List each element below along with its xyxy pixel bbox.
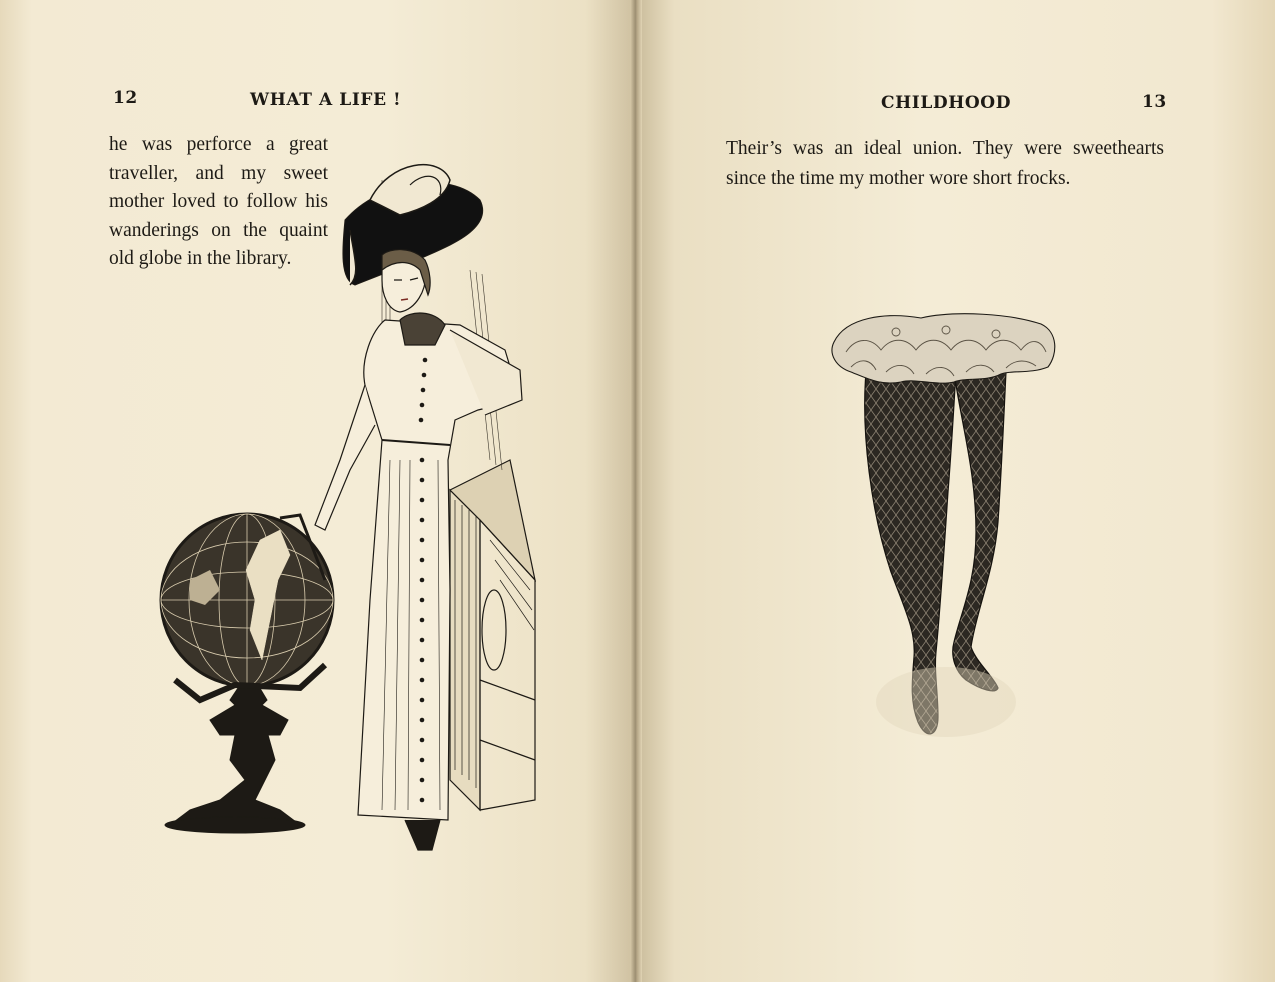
body-text-left: he was perforce a great traveller, and my sweet mother loved to follow his wanderings on the quaint old globe in the library. (109, 134, 328, 270)
woman-with-globe-illustration (150, 160, 550, 860)
running-head-left: WHAT A LIFE ! (250, 90, 402, 110)
page-number-right: 13 (1142, 92, 1167, 112)
page-number-left: 12 (113, 88, 138, 108)
running-head-right: CHILDHOOD (881, 93, 1012, 113)
stockings-illustration (826, 312, 1062, 744)
book-gutter (630, 0, 642, 982)
body-text-right: Their’s was an ideal union. They were sweethearts since the time my mother wore short frocks. (726, 138, 1164, 189)
